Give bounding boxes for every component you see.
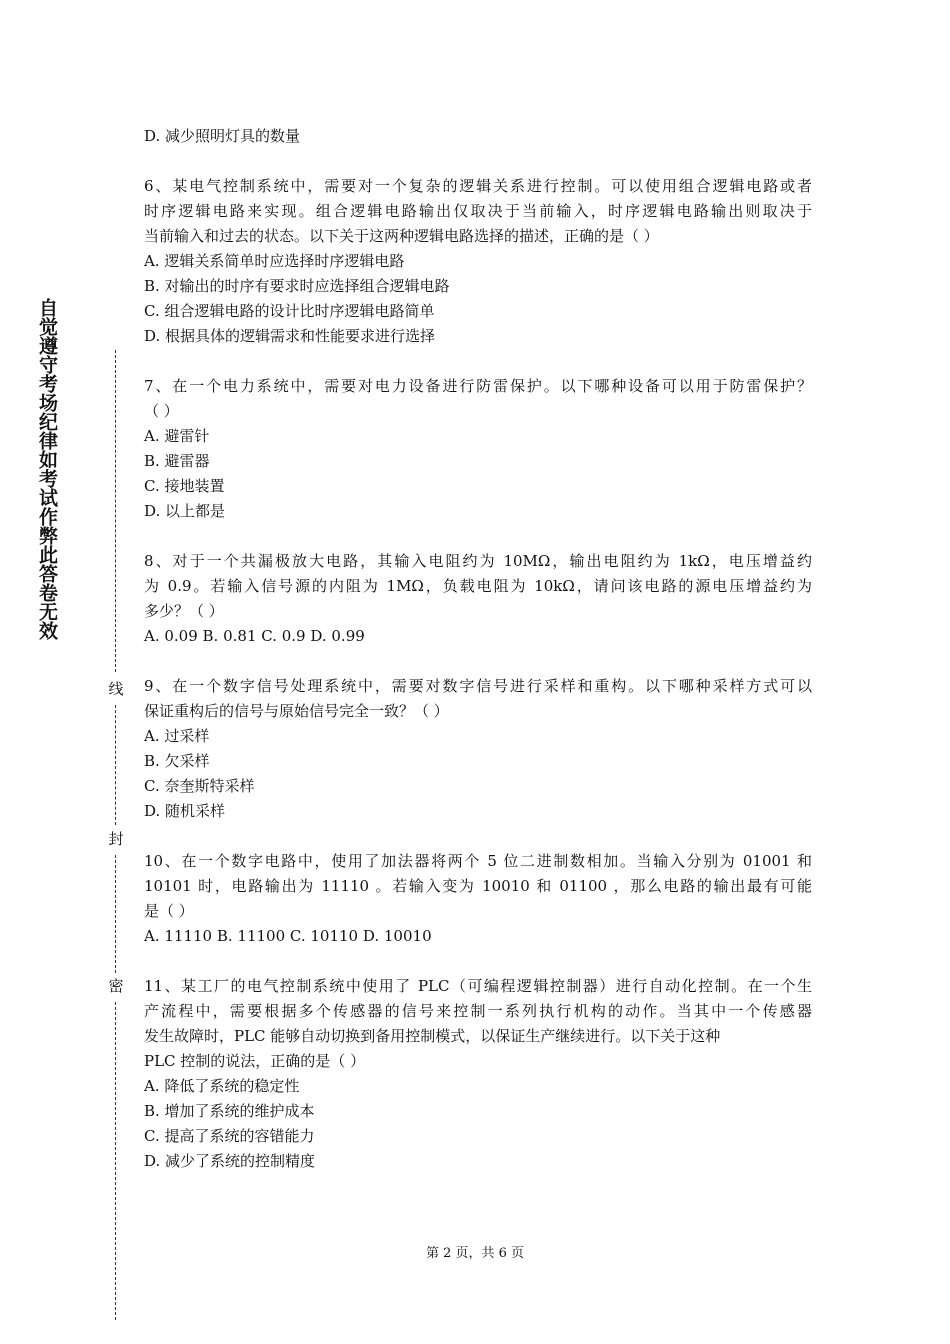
question-text-line: 6、某电气控制系统中，需要对一个复杂的逻辑关系进行控制。可以使用组合逻辑电路或者 [144,177,812,195]
question-11 [144,974,812,1174]
question-text-line: 8、对于一个共漏极放大电路，其输入电阻约为 10MΩ，输出电阻约为 1kΩ，电压增益约 [144,552,812,570]
question-text-line: 产流程中，需要根据多个传感器的信号来控制一系列执行机构的动作。当其中一个传感器 [144,1002,812,1020]
binding-mark-mi: 密 [108,977,124,995]
binding-dash-segment [115,1002,116,1320]
question-10 [144,849,812,949]
question-7 [144,374,812,524]
question-text-line: 时序逻辑电路来实现。组合逻辑电路输出仅取决于当前输入，时序逻辑电路输出则取决于 [144,202,812,220]
binding-line [104,350,128,1320]
option-line: A. 逻辑关系简单时应选择时序逻辑电路 [144,252,405,270]
option-line: C. 提高了系统的容错能力 [144,1127,315,1145]
question-8 [144,549,812,649]
option-line: D. 以上都是 [144,502,226,520]
question-6 [144,174,812,349]
question-5-tail [144,124,812,149]
question-text-line: 多少？（ ） [144,602,224,620]
option-line: C. 接地装置 [144,477,225,495]
binding-dash-segment [115,350,116,672]
option-line: C. 奈奎斯特采样 [144,777,255,795]
option-line: A. 过采样 [144,727,210,745]
option-line: A. 11110 B. 11100 C. 10110 D. 10010 [144,927,432,945]
question-text-line: 发生故障时，PLC 能够自动切换到备用控制模式，以保证生产继续进行。以下关于这种 [144,1027,721,1045]
binding-mark-feng: 封 [108,830,124,848]
question-text-line: 当前输入和过去的状态。以下关于这两种逻辑电路选择的描述，正确的是（ ） [144,227,659,245]
option-line: A. 避雷针 [144,427,210,445]
question-text-line: 为 0.9。若输入信号源的内阻为 1MΩ，负载电阻为 10kΩ，请问该电路的源电压增益约为 [144,577,812,595]
option-line: C. 组合逻辑电路的设计比时序逻辑电路简单 [144,302,435,320]
option-line: A. 0.09 B. 0.81 C. 0.9 D. 0.99 [144,627,365,645]
binding-dash-segment [115,705,116,825]
option-line: B. 避雷器 [144,452,210,470]
question-text-line: 11、某工厂的电气控制系统中使用了 PLC（可编程逻辑控制器）进行自动化控制。在一个生 [144,977,812,995]
question-text-line: 7、在一个电力系统中，需要对电力设备进行防雷保护。以下哪种设备可以用于防雷保护？ [144,377,812,395]
option-line: B. 增加了系统的维护成本 [144,1102,315,1120]
exam-discipline-warning: 自觉遵守考场纪律如考试作弊此答卷无效 [36,298,58,640]
question-list [144,124,812,1174]
question-text-line: PLC 控制的说法，正确的是（ ） [144,1052,366,1070]
option-line: D. 根据具体的逻辑需求和性能要求进行选择 [144,327,436,345]
binding-dash-segment [115,855,116,973]
option-line: B. 对输出的时序有要求时应选择组合逻辑电路 [144,277,450,295]
binding-mark-xian: 线 [108,680,124,698]
question-text-line: 10、在一个数字电路中，使用了加法器将两个 5 位二进制数相加。当输入分别为 01001 和 [144,852,812,870]
question-text-line: 是（ ） [144,902,194,920]
option-line: D. 减少了系统的控制精度 [144,1152,316,1170]
option-line: D. 随机采样 [144,802,226,820]
question-text-line: 保证重构后的信号与原始信号完全一致？（ ） [144,702,449,720]
question-text-line: （ ） [144,402,179,420]
option-line: A. 降低了系统的稳定性 [144,1077,300,1095]
option-line: B. 欠采样 [144,752,210,770]
question-text-line: 10101 时，电路输出为 11110 。若输入变为 10010 和 01100 ，那么电路的输出最有可能 [144,877,812,895]
question-9 [144,674,812,824]
page-number-footer: 第 2 页，共 6 页 [425,1246,525,1261]
question-text-line: 9、在一个数字信号处理系统中，需要对数字信号进行采样和重构。以下哪种采样方式可以 [144,677,812,695]
option-line: D. 减少照明灯具的数量 [144,127,301,145]
